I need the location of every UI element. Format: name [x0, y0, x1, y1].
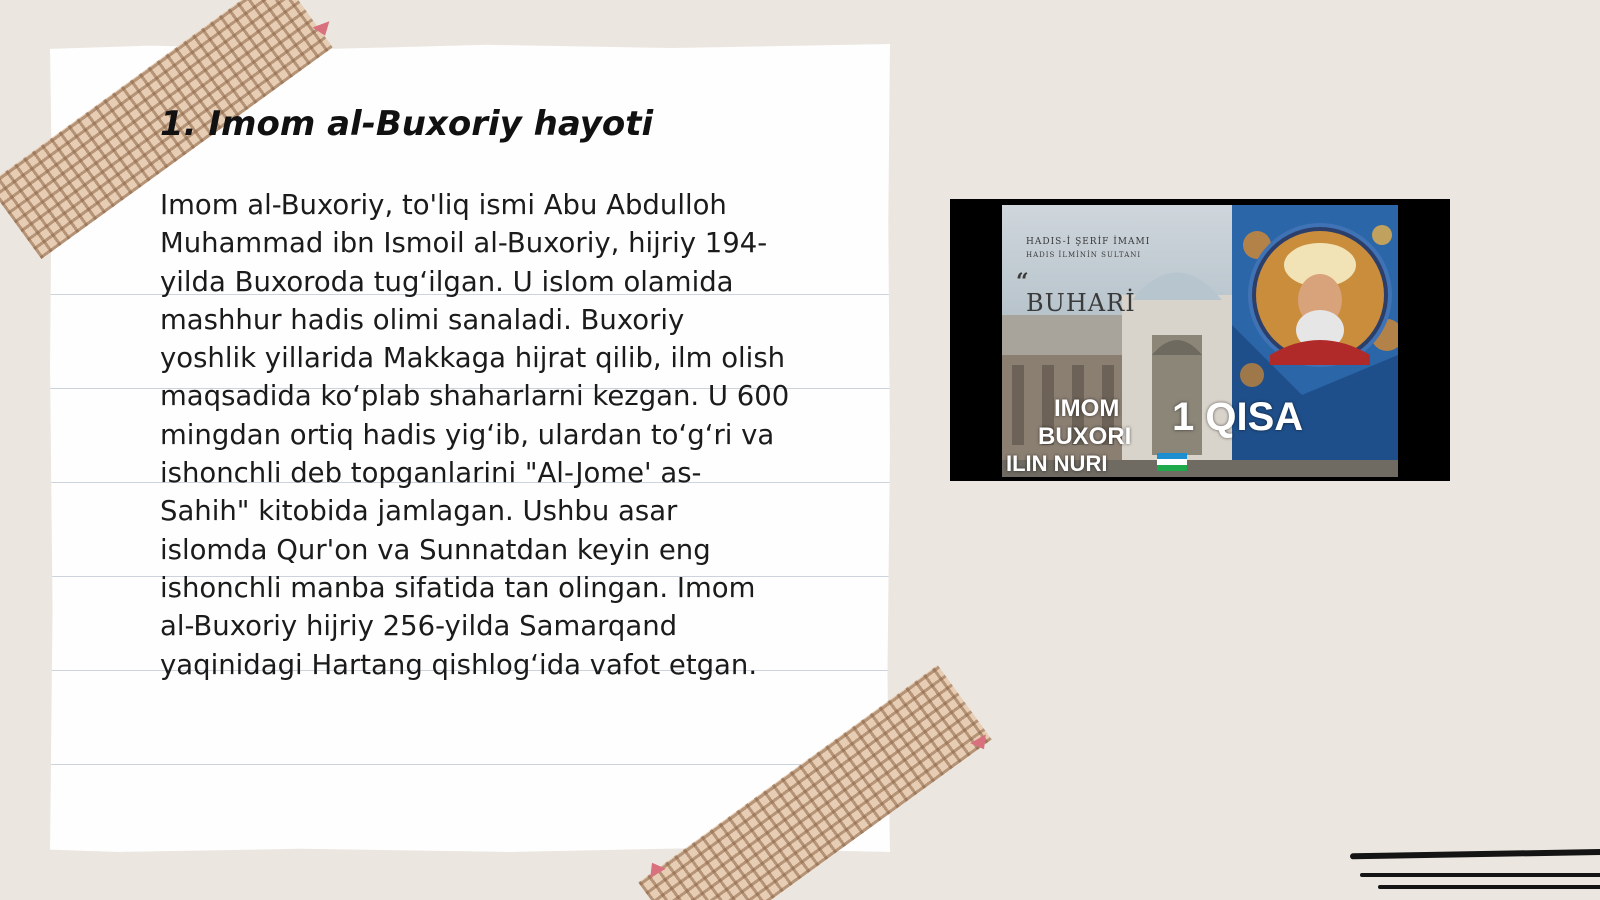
video-thumbnail[interactable]: [950, 199, 1450, 481]
body-line: al-Buxoriy hijriy 256-yilda Samarqand: [160, 610, 678, 643]
thumbnail-heading-line2: HADIS İLMİNİN SULTANI: [1026, 251, 1142, 259]
slide-title: 1. Imom al-Buxoriy hayoti: [160, 104, 654, 144]
body-line: yoshlik yillarida Makkaga hijrat qilib, ilm olish: [160, 342, 786, 375]
body-line: mashhur hadis olimi sanaladi. Buxoriy: [160, 303, 685, 336]
decorative-line: [1350, 849, 1600, 860]
body-line: mingdan ortiq hadis yig‘ib, ulardan to‘g‘ri va: [160, 418, 775, 451]
paper-rule: [50, 764, 890, 765]
decorative-line: [1360, 873, 1600, 877]
body-line: yilda Buxoroda tug‘ilgan. U islom olamida: [160, 265, 734, 298]
body-line: yaqinidagi Hartang qishlog‘ida vafot etgan.: [160, 648, 758, 681]
body-line: Muhammad ibn Ismoil al-Buxoriy, hijriy 194-: [160, 227, 768, 260]
body-line: ishonchli deb topganlarini "Al-Jome' as-: [160, 457, 702, 490]
thumbnail-caption-imom: IMOM: [1054, 395, 1120, 422]
thumbnail-heading-name: BUHARİ: [1026, 289, 1136, 317]
body-line: maqsadida ko‘plab shaharlarni kezgan. U 600: [160, 380, 790, 413]
thumbnail-open-quote: “: [1016, 269, 1029, 295]
body-line: Sahih" kitobida jamlagan. Ushbu asar: [160, 495, 678, 528]
decorative-line: [1378, 885, 1600, 889]
body-line: ishonchli manba sifatida tan olingan. Imom: [160, 571, 756, 604]
thumbnail-caption-buxori: BUXORI: [1038, 423, 1132, 450]
thumbnail-caption-qisa: 1 QISA: [1172, 395, 1304, 439]
body-line: islomda Qur'on va Sunnatdan keyin eng: [160, 533, 711, 566]
thumbnail-caption-nuri: ILIN NURI: [1006, 451, 1108, 476]
thumbnail-art: [1002, 205, 1398, 477]
body-line: Imom al-Buxoriy, to'liq ismi Abu Abdulloh: [160, 189, 727, 221]
body-paragraph: [160, 186, 860, 684]
thumbnail-heading-line1: HADIS-İ ŞERİF İMAMI: [1026, 237, 1151, 247]
